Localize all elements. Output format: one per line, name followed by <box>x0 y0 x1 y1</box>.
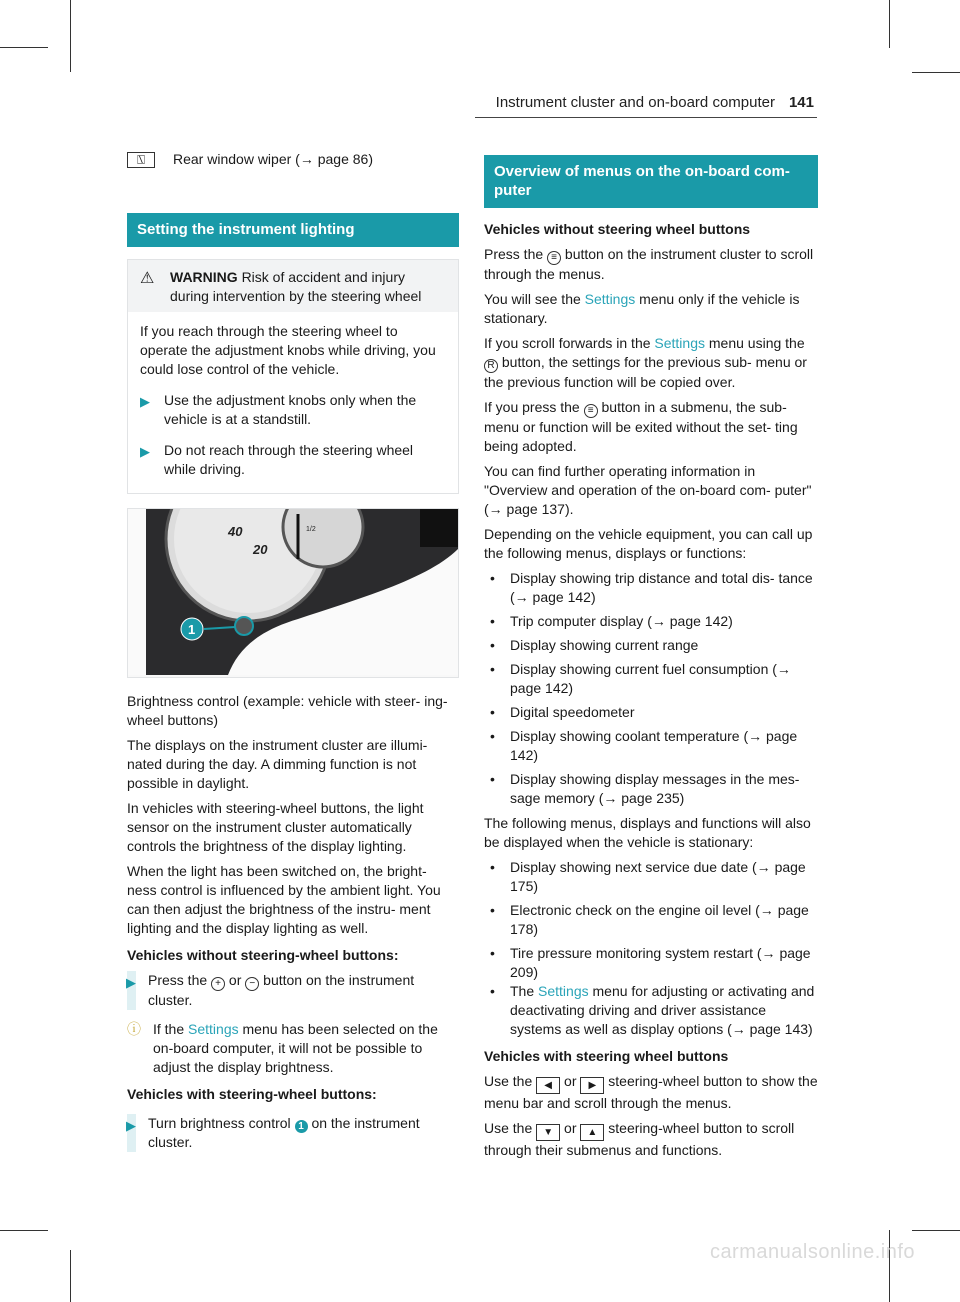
warning-triangle-icon: ⚠ <box>140 270 155 287</box>
step-turn-b: on the instrument cluster. <box>148 1115 420 1150</box>
wiper-label: Rear window wiper ( <box>173 151 300 167</box>
step-turn-a: Turn brightness control <box>148 1115 291 1131</box>
p8-b: steering-wheel button to show the menu bar and scroll through the menus. <box>484 1073 818 1111</box>
list-item <box>484 660 818 698</box>
list-item <box>484 944 818 982</box>
minus-key-icon: − <box>245 977 259 991</box>
stationary-menu-list-last <box>484 982 818 1039</box>
p1-b: button on the instrument cluster to scroll through the menus. <box>484 246 814 282</box>
rear-wiper-icon: ⍂ <box>127 152 155 168</box>
up-arrow-key-icon: ▲ <box>580 1124 604 1141</box>
right-arrow-key-icon: ▶ <box>580 1077 604 1094</box>
p1-a: Press the <box>484 246 544 262</box>
bullet-icon: • <box>490 902 495 918</box>
list-item-text: Display showing current fuel consumption (→ page 142) <box>510 661 791 696</box>
warning-title-text: Risk of accident and injury during intervention by the steering wheel <box>170 269 422 304</box>
watermark: carmanualsonline.info <box>709 1241 915 1263</box>
page-number: 141 <box>788 94 814 111</box>
bullet-icon: • <box>490 859 495 875</box>
step-arrow-icon: ▶ <box>126 1118 136 1133</box>
menu-list <box>484 569 818 808</box>
list-item-text <box>510 982 818 1039</box>
warning-header <box>128 260 458 312</box>
wiper-text <box>173 150 373 169</box>
paragraph-ambient-light: When the light has been switched on, the bright- ness control is influenced by the ambient light. You can then adjust the brightness of the instru- ment lighting and the display lighting as well. <box>127 863 441 936</box>
list-item-text: Display showing coolant temperature (→ page 142) <box>510 728 798 763</box>
crop-mark <box>0 1230 48 1231</box>
crop-mark <box>0 47 48 48</box>
page-ref-arrow-icon: → <box>299 151 318 167</box>
or-text: or <box>564 1073 577 1089</box>
bullet-icon: • <box>490 983 495 999</box>
list-item-text: Display showing next service due date (→ page 175) <box>510 859 806 894</box>
step-turn-text <box>148 1114 459 1152</box>
paragraph-settings-stationary <box>484 290 818 328</box>
heading-without-steering-buttons: Vehicles without steering wheel buttons <box>484 221 751 237</box>
step-press-text <box>148 971 459 1010</box>
step-press-a: Press the <box>148 972 208 988</box>
header-title: Instrument cluster and on-board computer <box>495 94 775 111</box>
paragraph-illumination: The displays on the instrument cluster are illumi- nated during the day. A dimming function is not possible in daylight. <box>127 737 428 791</box>
p2-b: menu only if the vehicle is stationary. <box>484 291 800 326</box>
info-note <box>127 1020 459 1077</box>
instrument-cluster-illustration <box>128 509 458 675</box>
right-column <box>484 155 818 1166</box>
bullet-icon: • <box>490 945 495 961</box>
bullet-icon: • <box>490 771 495 787</box>
bullet-icon: • <box>490 704 495 720</box>
list-item-text: Display showing current range <box>510 637 699 653</box>
info-a: If the <box>153 1021 185 1037</box>
paragraph-stationary-menus: The following menus, displays and functions will also be displayed when the vehicle is stationary: <box>484 815 811 850</box>
settings-menu-label: Settings <box>654 335 705 351</box>
plus-key-icon: + <box>211 977 225 991</box>
paragraph-light-sensor: In vehicles with steering-wheel buttons, the light sensor on the instrument cluster automatically controls the brightness of the display lighting. <box>127 800 424 854</box>
warning-box <box>127 259 459 494</box>
or-text: or <box>228 972 242 988</box>
brightness-control-photo <box>127 508 459 678</box>
crop-mark <box>70 1250 71 1302</box>
wiper-row <box>127 150 459 169</box>
p3-b: menu using the <box>708 335 805 351</box>
section-title-lighting: Setting the instrument lighting <box>127 213 459 247</box>
list-last-b: menu for adjusting or activating and deactivating driving and driver assistance systems as well as display options (→ page 143) <box>510 983 815 1037</box>
photo-callout-1: 1 <box>188 622 196 637</box>
bullet-icon: • <box>490 570 495 586</box>
warning-title <box>170 268 446 306</box>
paragraph-left-right-keys <box>484 1072 818 1113</box>
photo-caption: Brightness control (example: vehicle with steer- ing-wheel buttons) <box>127 693 448 728</box>
stationary-menu-list <box>484 858 818 982</box>
paragraph-press-menu <box>484 245 818 284</box>
warning-step-2-text: Do not reach through the steering wheel while driving. <box>164 442 414 477</box>
step-press-button <box>127 971 459 1010</box>
crop-mark <box>912 1230 960 1231</box>
crop-mark <box>912 72 960 73</box>
info-b: menu has been selected on the on-board computer, it will not be possible to adjust the display brightness. <box>153 1021 438 1075</box>
p8-a: Use the <box>484 1073 533 1089</box>
step-arrow-icon: ▶ <box>140 444 150 459</box>
callout-1-icon: 1 <box>295 1120 308 1133</box>
paragraph-up-down-keys <box>484 1119 818 1160</box>
heading-without-buttons: Vehicles without steering-wheel buttons: <box>127 947 399 963</box>
step-arrow-icon: ▶ <box>126 975 136 990</box>
list-item <box>484 612 818 631</box>
left-column <box>127 150 459 1152</box>
page-header <box>496 93 814 112</box>
warning-text: If you reach through the steering wheel to operate the adjustment knobs while driving, you could lose control of the vehicle. <box>140 323 436 377</box>
p4-b: button in a submenu, the sub- menu or function will be exited without the set- ting being adopted. <box>484 399 798 454</box>
step-press-b: button on the instrument cluster. <box>148 972 415 1008</box>
or-text: or <box>564 1120 577 1136</box>
down-arrow-key-icon: ▼ <box>536 1124 560 1141</box>
step-arrow-icon: ▶ <box>140 394 150 409</box>
paragraph-equipment: Depending on the vehicle equipment, you can call up the following menus, displays or functions: <box>484 526 813 561</box>
bullet-icon: • <box>490 661 495 677</box>
wiper-page-ref[interactable]: page 86) <box>317 151 373 167</box>
p3-c: button, the settings for the previous sub- menu or the previous function will be copied over. <box>484 354 807 390</box>
list-item-text: Electronic check on the engine oil level (→ page 178) <box>510 902 809 937</box>
list-item <box>484 982 818 1039</box>
list-item <box>484 770 818 808</box>
info-text <box>153 1020 459 1077</box>
crop-mark <box>70 0 71 72</box>
list-item <box>484 569 818 607</box>
section-title-menus: Overview of menus on the on-board com- puter <box>484 155 818 208</box>
bullet-icon: • <box>490 613 495 629</box>
list-last-a: The <box>510 983 535 999</box>
list-item-text: Digital speedometer <box>510 704 635 720</box>
step-turn-control <box>127 1114 459 1152</box>
paragraph-scroll-forwards <box>484 334 818 392</box>
list-item-text: Tire pressure monitoring system restart (→ page 209) <box>510 945 811 980</box>
paragraph-submenu-exit <box>484 398 818 456</box>
bullet-icon: • <box>490 728 495 744</box>
list-item-text: Display showing trip distance and total dis- tance (→ page 142) <box>510 570 813 605</box>
gauge-label-20: 20 <box>253 542 268 557</box>
gauge-label-40: 40 <box>228 524 243 539</box>
p2-a: You will see the <box>484 291 581 307</box>
list-item <box>484 858 818 896</box>
header-rule <box>475 117 817 118</box>
menu-key-icon: ≡ <box>584 404 598 418</box>
p3-a: If you scroll forwards in the <box>484 335 651 351</box>
heading-with-steering-buttons: Vehicles with steering wheel buttons <box>484 1048 729 1064</box>
reset-key-icon: R <box>484 359 498 373</box>
crop-mark <box>889 0 890 48</box>
list-item <box>484 703 818 722</box>
left-arrow-key-icon: ◀ <box>536 1077 560 1094</box>
menu-key-icon: ≡ <box>547 251 561 265</box>
warning-step-1 <box>140 391 446 429</box>
p9-b: steering-wheel button to scroll through their submenus and functions. <box>484 1120 795 1158</box>
warning-body <box>128 312 458 493</box>
p4-a: If you press the <box>484 399 580 415</box>
list-item <box>484 636 818 655</box>
info-icon: ⓘ <box>127 1021 141 1037</box>
warning-step-1-text: Use the adjustment knobs only when the vehicle is at a standstill. <box>164 392 417 427</box>
settings-menu-label: Settings <box>188 1021 239 1037</box>
warning-label: WARNING <box>170 269 238 285</box>
list-item <box>484 901 818 939</box>
gauge-label-half: 1/2 <box>306 526 316 533</box>
settings-menu-label: Settings <box>584 291 636 307</box>
settings-menu-label: Settings <box>538 983 589 999</box>
list-item <box>484 727 818 765</box>
paragraph-further-info: You can find further operating information in "Overview and operation of the on-board com- puter" (→ page 137). <box>484 463 812 517</box>
bullet-icon: • <box>490 637 495 653</box>
p9-a: Use the <box>484 1120 533 1136</box>
warning-step-2 <box>140 441 446 479</box>
list-item-text: Display showing display messages in the mes- sage memory (→ page 235) <box>510 771 800 806</box>
heading-with-buttons: Vehicles with steering-wheel buttons: <box>127 1086 377 1102</box>
list-item-text: Trip computer display (→ page 142) <box>510 613 733 629</box>
